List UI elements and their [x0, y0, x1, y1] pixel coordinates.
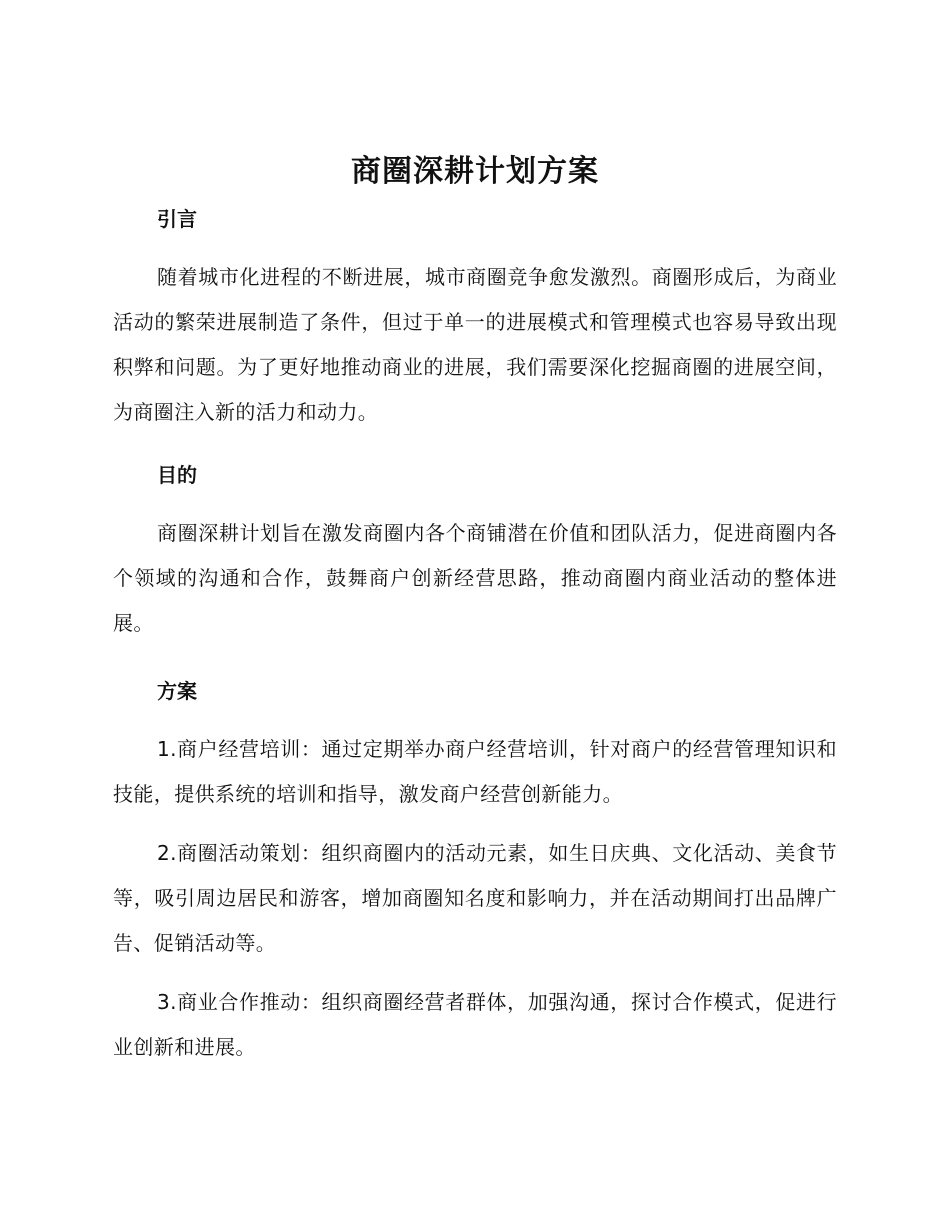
plan-item-merchant-training: 1.商户经营培训：通过定期举办商户经营培训，针对商户的经营管理知识和技能，提供系统的培训和指导，激发商户经营创新能力。 [113, 737, 837, 806]
document-title: 商圈深耕计划方案 [351, 154, 599, 189]
section-plan [113, 676, 837, 1070]
plan-item-business-cooperation: 3.商业合作推动：组织商圈经营者群体，加强沟通，探讨合作模式，促进行业创新和进展。 [113, 990, 837, 1059]
section-heading-plan: 方案 [157, 679, 197, 703]
section-introduction [113, 204, 837, 435]
paragraph-purpose: 商圈深耕计划旨在激发商圈内各个商铺潜在价值和团队活力，促进商圈内各个领域的沟通和合作，鼓舞商户创新经营思路，推动商圈内商业活动的整体进展。 [113, 521, 837, 635]
paragraph-introduction: 随着城市化进程的不断进展，城市商圈竞争愈发激烈。商圈形成后，为商业活动的繁荣进展制造了条件，但过于单一的进展模式和管理模式也容易导致出现积弊和问题。为了更好地推动商业的进展，我们需要深化挖掘商圈的进展空间，为商圈注入新的活力和动力。 [113, 265, 837, 424]
section-heading-introduction: 引言 [157, 207, 197, 231]
section-heading-purpose: 目的 [157, 463, 197, 487]
section-purpose [113, 460, 837, 646]
plan-item-event-planning: 2.商圈活动策划：组织商圈内的活动元素，如生日庆典、文化活动、美食节等，吸引周边居民和游客，增加商圈知名度和影响力，并在活动期间打出品牌广告、促销活动等。 [113, 841, 837, 955]
